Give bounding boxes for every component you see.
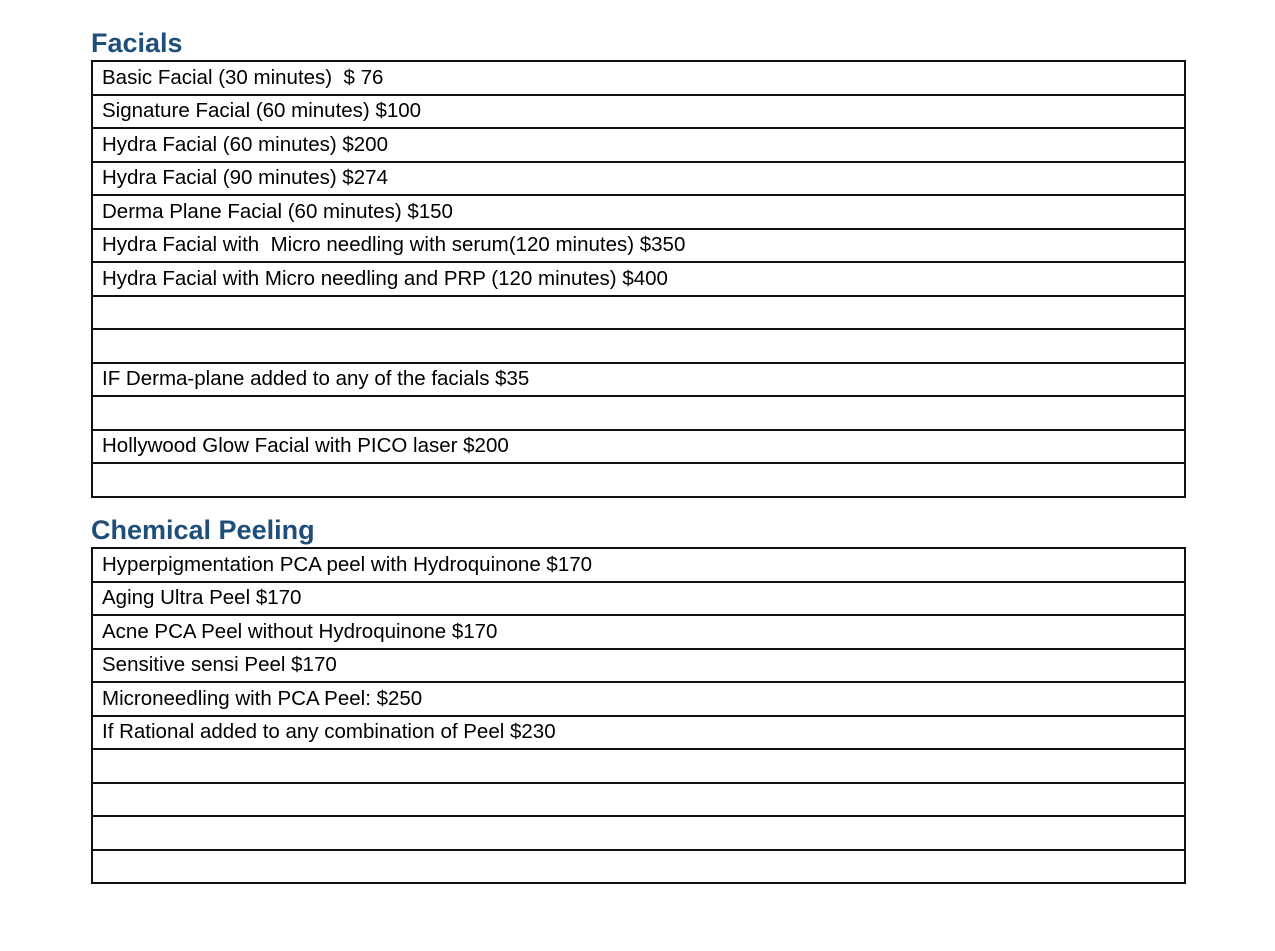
table-row [92,430,1185,464]
facials-price-table [91,60,1186,498]
table-row [92,463,1185,497]
table-row [92,682,1185,716]
table-cell: Microneedling with PCA Peel: $250 [92,682,1185,716]
table-row [92,649,1185,683]
facials-heading: Facials [91,28,183,58]
table-cell: IF Derma-plane added to any of the facials $35 [92,363,1185,397]
table-row [92,716,1185,750]
table-row [92,195,1185,229]
table-row [92,262,1185,296]
table-row [92,816,1185,850]
table-cell [92,463,1185,497]
table-row [92,363,1185,397]
table-cell: Signature Facial (60 minutes) $100 [92,95,1185,129]
table-cell [92,329,1185,363]
table-cell: Hydra Facial (60 minutes) $200 [92,128,1185,162]
table-cell [92,396,1185,430]
table-cell: Acne PCA Peel without Hydroquinone $170 [92,615,1185,649]
table-row [92,162,1185,196]
table-cell: Hydra Facial with Micro needling with serum(120 minutes) $350 [92,229,1185,263]
table-cell [92,816,1185,850]
table-row [92,95,1185,129]
table-cell: Hollywood Glow Facial with PICO laser $200 [92,430,1185,464]
table-cell [92,296,1185,330]
table-cell: Hyperpigmentation PCA peel with Hydroquinone $170 [92,548,1185,582]
table-row [92,229,1185,263]
table-row [92,396,1185,430]
table-cell: Hydra Facial (90 minutes) $274 [92,162,1185,196]
table-cell: Aging Ultra Peel $170 [92,582,1185,616]
table-cell: If Rational added to any combination of Peel $230 [92,716,1185,750]
table-cell: Basic Facial (30 minutes) $ 76 [92,61,1185,95]
table-cell [92,850,1185,884]
chemical-peeling-price-table [91,547,1186,884]
table-row [92,582,1185,616]
table-row [92,548,1185,582]
table-row [92,783,1185,817]
chemical-peeling-heading: Chemical Peeling [91,515,315,545]
table-row [92,615,1185,649]
table-cell: Derma Plane Facial (60 minutes) $150 [92,195,1185,229]
table-row [92,61,1185,95]
table-cell [92,749,1185,783]
table-cell: Sensitive sensi Peel $170 [92,649,1185,683]
table-row [92,749,1185,783]
table-row [92,329,1185,363]
table-cell: Hydra Facial with Micro needling and PRP (120 minutes) $400 [92,262,1185,296]
table-row [92,296,1185,330]
table-row [92,850,1185,884]
table-row [92,128,1185,162]
table-cell [92,783,1185,817]
